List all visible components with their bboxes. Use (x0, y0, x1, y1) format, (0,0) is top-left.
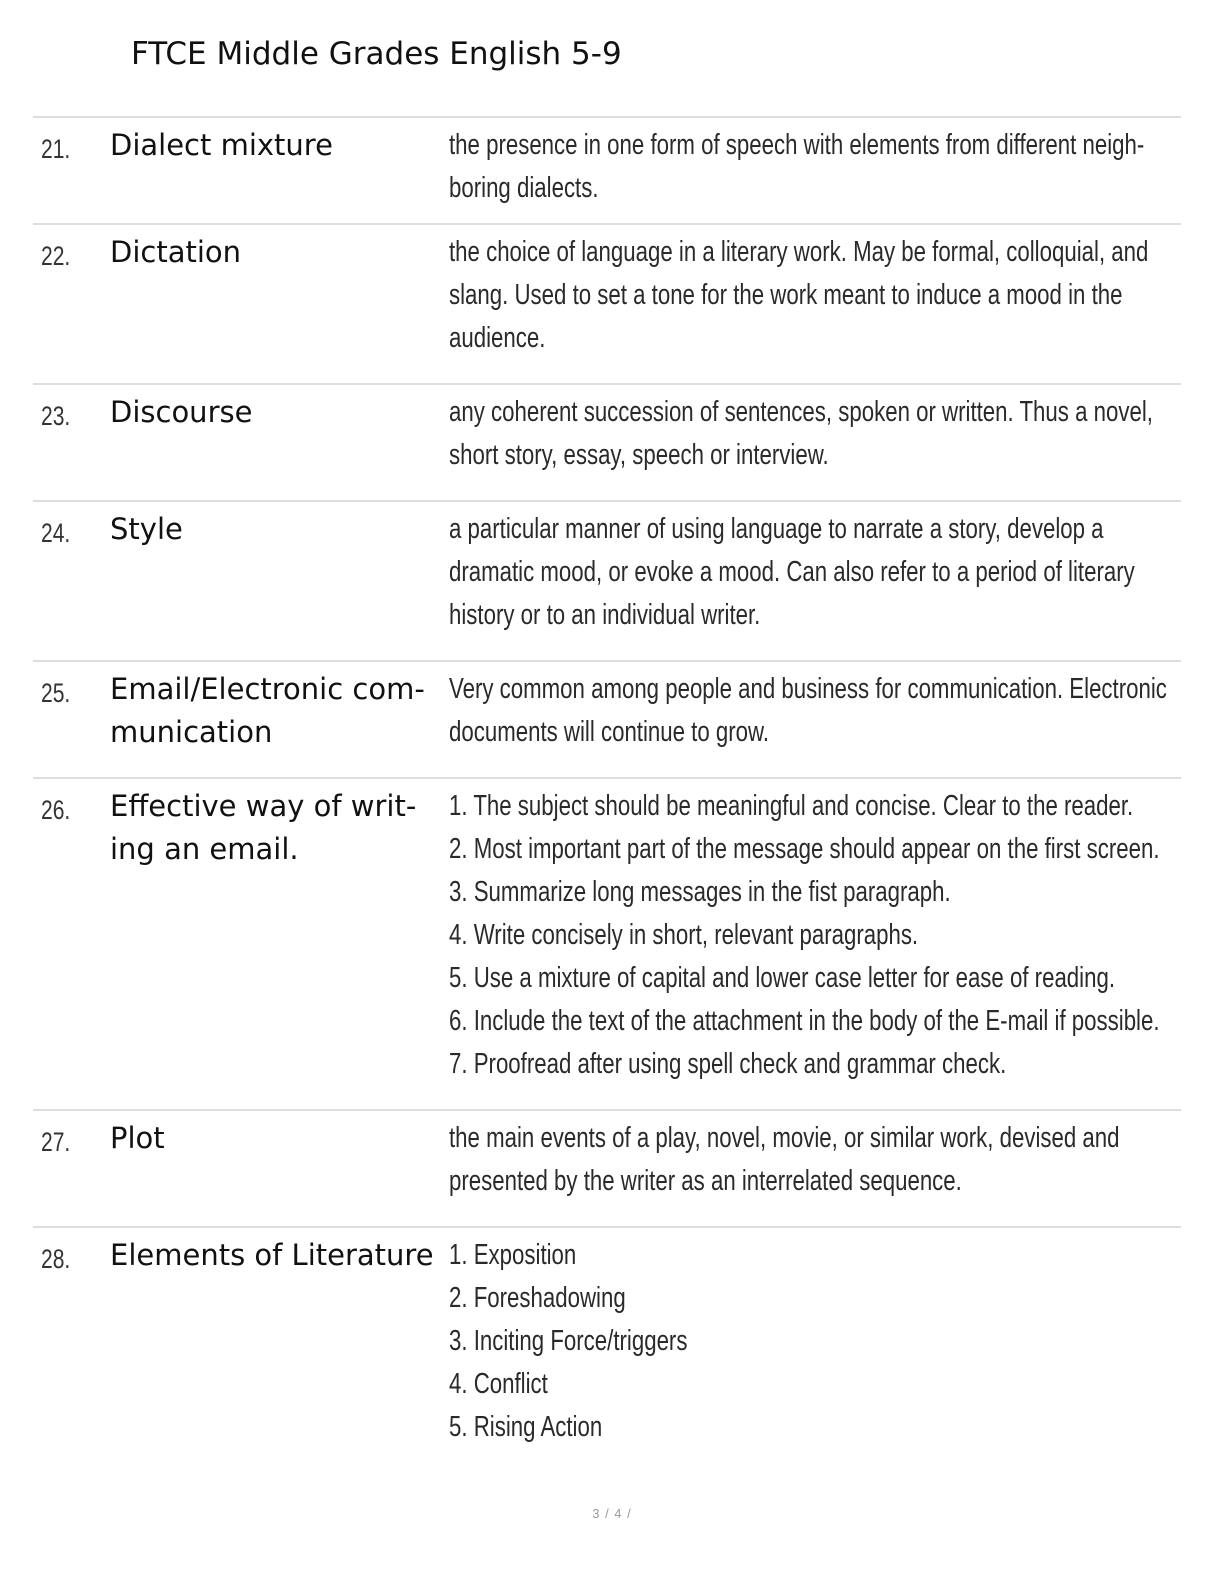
definition-line: 3. Summarize long messages in the fist paragraph. (449, 876, 951, 908)
term-name: Email/Electronic com- munication (110, 672, 425, 749)
definition-line: the main events of a play, novel, movie, or similar work, devised and (449, 1122, 1120, 1154)
term-list (33, 116, 1181, 1468)
term-number: 28. (41, 1244, 71, 1274)
term-name: Dialect mixture (110, 128, 333, 162)
definition-line: 6. Include the text of the attachment in the body of the E-mail if possible. (449, 1005, 1160, 1037)
definition-line: dramatic mood, or evoke a mood. Can also refer to a period of literary (449, 556, 1135, 588)
definition-line: 4. Conflict (449, 1368, 548, 1400)
definition-line: 1. Exposition (449, 1239, 577, 1271)
term-definition (449, 785, 1159, 1086)
term-number: 22. (41, 241, 71, 271)
definition-line: 3. Inciting Force/triggers (449, 1325, 688, 1357)
definition-line: audience. (449, 322, 546, 354)
definition-line: 7. Proofread after using spell check and grammar check. (449, 1048, 1007, 1080)
term-row (33, 1228, 1181, 1468)
term-name: Elements of Literature (110, 1238, 434, 1272)
definition-line: short story, essay, speech or interview. (449, 439, 829, 471)
term-row (33, 118, 1181, 225)
definition-line: 2. Most important part of the message should appear on the first screen. (449, 833, 1160, 865)
term-row (33, 1111, 1181, 1228)
definition-line: boring dialects. (449, 172, 599, 204)
definition-line: history or to an individual writer. (449, 599, 761, 631)
definition-line: any coherent succession of sentences, spoken or written. Thus a novel, (449, 396, 1153, 428)
definition-line: 2. Foreshadowing (449, 1282, 626, 1314)
definition-line: slang. Used to set a tone for the work meant to induce a mood in the (449, 279, 1123, 311)
definition-line: the presence in one form of speech with elements from different neigh- (449, 129, 1145, 161)
term-name: Discourse (110, 395, 253, 429)
term-number: 25. (41, 678, 71, 708)
term-row (33, 662, 1181, 779)
definition-line: presented by the writer as an interrelated sequence. (449, 1165, 962, 1197)
page-title: FTCE Middle Grades English 5-9 (131, 36, 622, 72)
term-row (33, 779, 1181, 1111)
term-number: 26. (41, 795, 71, 825)
page-indicator: 3 / 4 / (592, 1506, 632, 1521)
term-number: 27. (41, 1127, 71, 1157)
term-definition (449, 124, 1159, 210)
term-number: 23. (41, 401, 71, 431)
term-number: 24. (41, 518, 71, 548)
definition-line: 1. The subject should be meaningful and concise. Clear to the reader. (449, 790, 1134, 822)
term-row (33, 502, 1181, 662)
term-definition (449, 1117, 1159, 1203)
term-name: Style (110, 512, 183, 546)
term-name: Plot (110, 1121, 165, 1155)
term-definition (449, 508, 1159, 637)
term-row (33, 225, 1181, 385)
definition-line: Very common among people and business for communication. Electronic (449, 673, 1167, 705)
term-name: Dictation (110, 235, 242, 269)
term-name: Effective way of writ- ing an email. (110, 789, 417, 866)
definition-line: a particular manner of using language to narrate a story, develop a (449, 513, 1104, 545)
term-row (33, 385, 1181, 502)
definition-line: the choice of language in a literary work. May be formal, colloquial, and (449, 236, 1149, 268)
term-number: 21. (41, 134, 71, 164)
definition-line: 5. Use a mixture of capital and lower case letter for ease of reading. (449, 962, 1116, 994)
definition-line: 5. Rising Action (449, 1411, 603, 1443)
term-definition (449, 231, 1159, 360)
definition-line: documents will continue to grow. (449, 716, 770, 748)
term-definition (449, 391, 1159, 477)
term-definition (449, 1234, 1159, 1449)
term-definition (449, 668, 1167, 754)
definition-line: 4. Write concisely in short, relevant paragraphs. (449, 919, 919, 951)
